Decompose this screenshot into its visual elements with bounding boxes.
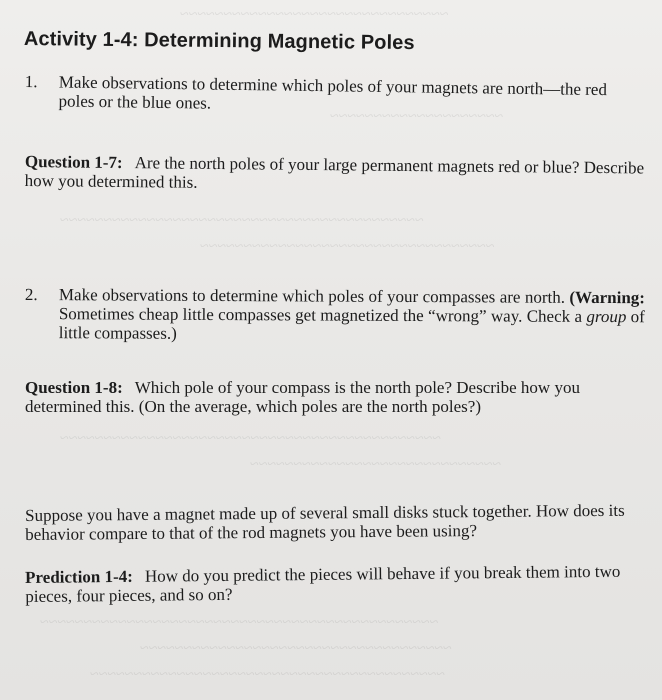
bleed-through-text: ~~~~~~~~~~~~~~~~~~~~~~~~~~~~~~~~~~~~~~~~~~~~~~ [40,614,439,631]
item-number: 1. [24,72,38,92]
instruction-item-1 [24,72,644,119]
emphasis-word: group [586,306,627,327]
bleed-through-text: ~~~~~~~~~~~~~~~~~~~~~~~~~~~~~~~~~~~~~~~~~~ [60,212,424,229]
prediction-1-4 [25,562,637,606]
prediction-text: How do you predict the pieces will behave if you break them into two pieces, four pieces, and so on? [25,561,621,606]
item-text-continued: Sometimes cheap little compasses get magnetized the “wrong” way. Check a [58,304,583,326]
question-label: Question 1-7: [24,152,123,173]
question-1-7 [25,152,645,196]
bleed-through-text: ~~~~~~~~~~~~~~~~~~~~~~~~~~~~~~~~~~~~~~~~~~~~ [60,430,441,447]
question-label: Question 1-8: [25,378,123,397]
question-1-8 [25,378,640,416]
bleed-through-text: ~~~~~~~~~~~~~~~~~~~~~~~~~~~~~~~~~~~~ [140,640,452,657]
instruction-item-2 [25,285,645,345]
bleed-through-text: ~~~~~~~~~~~~~~~~~~~~~~~~~~~~~~~~~~ [200,238,495,255]
bleed-through-text: ~~~~~~~~~~~~~~~~~~~~~~~~~~~~~~~ [180,6,449,23]
question-text: Are the north poles of your large permanent magnets red or blue? Describe how you determined this. [24,153,645,192]
activity-title: Activity 1-4: Determining Magnetic Poles [23,28,415,55]
bleed-through-text: ~~~~~~~~~~~~~~~~~~~~ [330,108,504,125]
question-text: Which pole of your compass is the north pole? Describe how you determined this. (On the average, which poles are the north poles?) [25,378,580,416]
bleed-through-text: ~~~~~~~~~~~~~~~~~~~~~~~~~~~~~ [250,456,502,473]
bleed-through-text: ~~~~~~~~~~~~~~~~~~~~~~~~~~~~~~~~~~~~~~~~~ [90,666,445,683]
paragraph-text: Suppose you have a magnet made up of several small disks stuck together. How does its behavior compare to that of the rod magnets you have been using? [25,500,625,544]
suppose-paragraph [25,501,637,544]
warning-label: (Warning: [569,287,646,308]
item-text: Make observations to determine which poles of your magnets are north—the red poles or the blue ones. [58,72,608,113]
item-number: 2. [24,285,38,305]
prediction-label: Prediction 1-4: [25,566,134,587]
item-text-end: of little compasses.) [58,307,645,343]
item-text: Make observations to determine which poles of your compasses are north. [58,285,566,307]
